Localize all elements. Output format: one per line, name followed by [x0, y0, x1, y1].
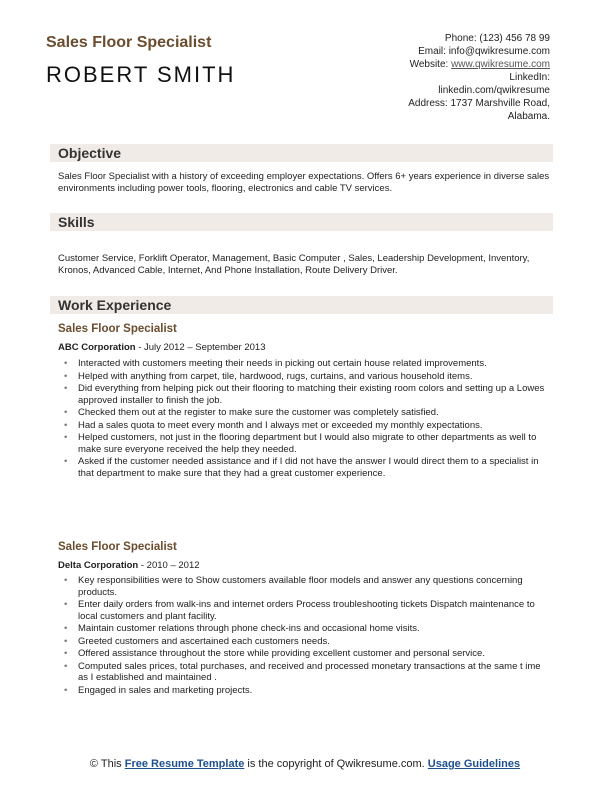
- contact-email: Email: info@qwikresume.com: [418, 46, 550, 57]
- free-resume-template-link[interactable]: Free Resume Template: [124, 758, 245, 770]
- resume-job-title: Sales Floor Specialist: [46, 34, 212, 51]
- list-item: • Had a sales quota to meet every month and I always met or exceeded my monthly expectations.: [58, 420, 553, 432]
- list-item: • Helped with anything from carpet, tile, hardwood, rugs, curtains, and various household items.: [58, 371, 553, 383]
- list-item: • Key responsibilities were to Show customers available floor models and answer any questions concerning products.: [58, 575, 553, 598]
- job-1-company-line: [58, 342, 266, 353]
- list-item: • Checked them out at the register to make sure the customer was completely satisfied.: [58, 407, 553, 419]
- usage-guidelines-link[interactable]: Usage Guidelines: [427, 758, 521, 770]
- list-item: • Offered assistance throughout the store while providing excellent customer and personal service.: [58, 648, 553, 660]
- contact-phone: Phone: (123) 456 78 99: [444, 33, 550, 44]
- job-1-dates: - July 2012 – September 2013: [135, 342, 266, 353]
- job-2-dates: - 2010 – 2012: [138, 560, 200, 571]
- contact-address-line2: Alabama.: [507, 111, 550, 122]
- footer-copyright: [60, 757, 550, 771]
- job-2-role: Sales Floor Specialist: [58, 541, 177, 553]
- list-item: • Computed sales prices, total purchases, and received and processed monetary transactions at the same t ime as I established and maintained .: [58, 661, 553, 684]
- job-2-company-line: [58, 560, 200, 571]
- list-item: • Greeted customers and ascertained each customers needs.: [58, 636, 553, 648]
- contact-linkedin-value: linkedin.com/qwikresume: [438, 85, 550, 96]
- job-1-bullets: [58, 358, 553, 480]
- candidate-name: ROBERT SMITH: [46, 62, 236, 87]
- skills-text: Customer Service, Forklift Operator, Management, Basic Computer , Sales, Leadership Development, Inventory, Kronos, Advanced Cable, Internet, And Phone Installation, Route Delivery Driver.: [58, 253, 530, 276]
- website-link[interactable]: www.qwikresume.com: [451, 59, 550, 70]
- list-item: • Interacted with customers meeting their needs in picking out certain house related improvements.: [58, 358, 553, 370]
- footer-copyright-middle: is the copyright of Qwikresume.com.: [244, 758, 428, 770]
- work-experience-heading: Work Experience: [58, 297, 172, 313]
- skills-heading: Skills: [58, 214, 95, 230]
- list-item: • Enter daily orders from walk-ins and internet orders Process troubleshooting tickets Dispatch maintenance to local customers and plant facility.: [58, 599, 553, 622]
- contact-website: [310, 58, 550, 71]
- list-item: • Engaged in sales and marketing projects.: [58, 685, 553, 697]
- list-item: • Asked if the customer needed assistance and if I did not have the answer I would direct them to a specialist in that department to make sure that they had a great customer experience.: [58, 456, 553, 479]
- objective-section-header: [50, 144, 553, 162]
- contact-address-line1: Address: 1737 Marshville Road,: [408, 98, 550, 109]
- job-1-company: ABC Corporation: [58, 342, 136, 353]
- list-item: • Helped customers, not just in the flooring department but I would also migrate to other departments as well to make sure everyone received the help they needed.: [58, 432, 553, 455]
- list-item: • Did everything from helping pick out their flooring to matching their existing room colors and setting up a Lowes approved installer to finish the job.: [58, 383, 553, 406]
- contact-block: [310, 32, 550, 123]
- skills-section-header: [50, 213, 553, 231]
- objective-heading: Objective: [58, 145, 122, 161]
- footer-copyright-prefix: © This: [89, 758, 125, 770]
- website-label: Website:: [409, 59, 452, 70]
- job-2-bullets: [58, 575, 553, 697]
- job-1-role: Sales Floor Specialist: [58, 323, 177, 335]
- work-experience-section-header: [50, 296, 553, 314]
- objective-text: Sales Floor Specialist with a history of exceeding employer expectations. Offers 6+ years experience in diverse sales environments including power tools, flooring, electronics and cable TV services.: [58, 171, 550, 194]
- list-item: • Maintain customer relations through phone check-ins and occasional home visits.: [58, 623, 553, 635]
- contact-linkedin-label: LinkedIn:: [509, 72, 550, 83]
- job-2-company: Delta Corporation: [58, 560, 139, 571]
